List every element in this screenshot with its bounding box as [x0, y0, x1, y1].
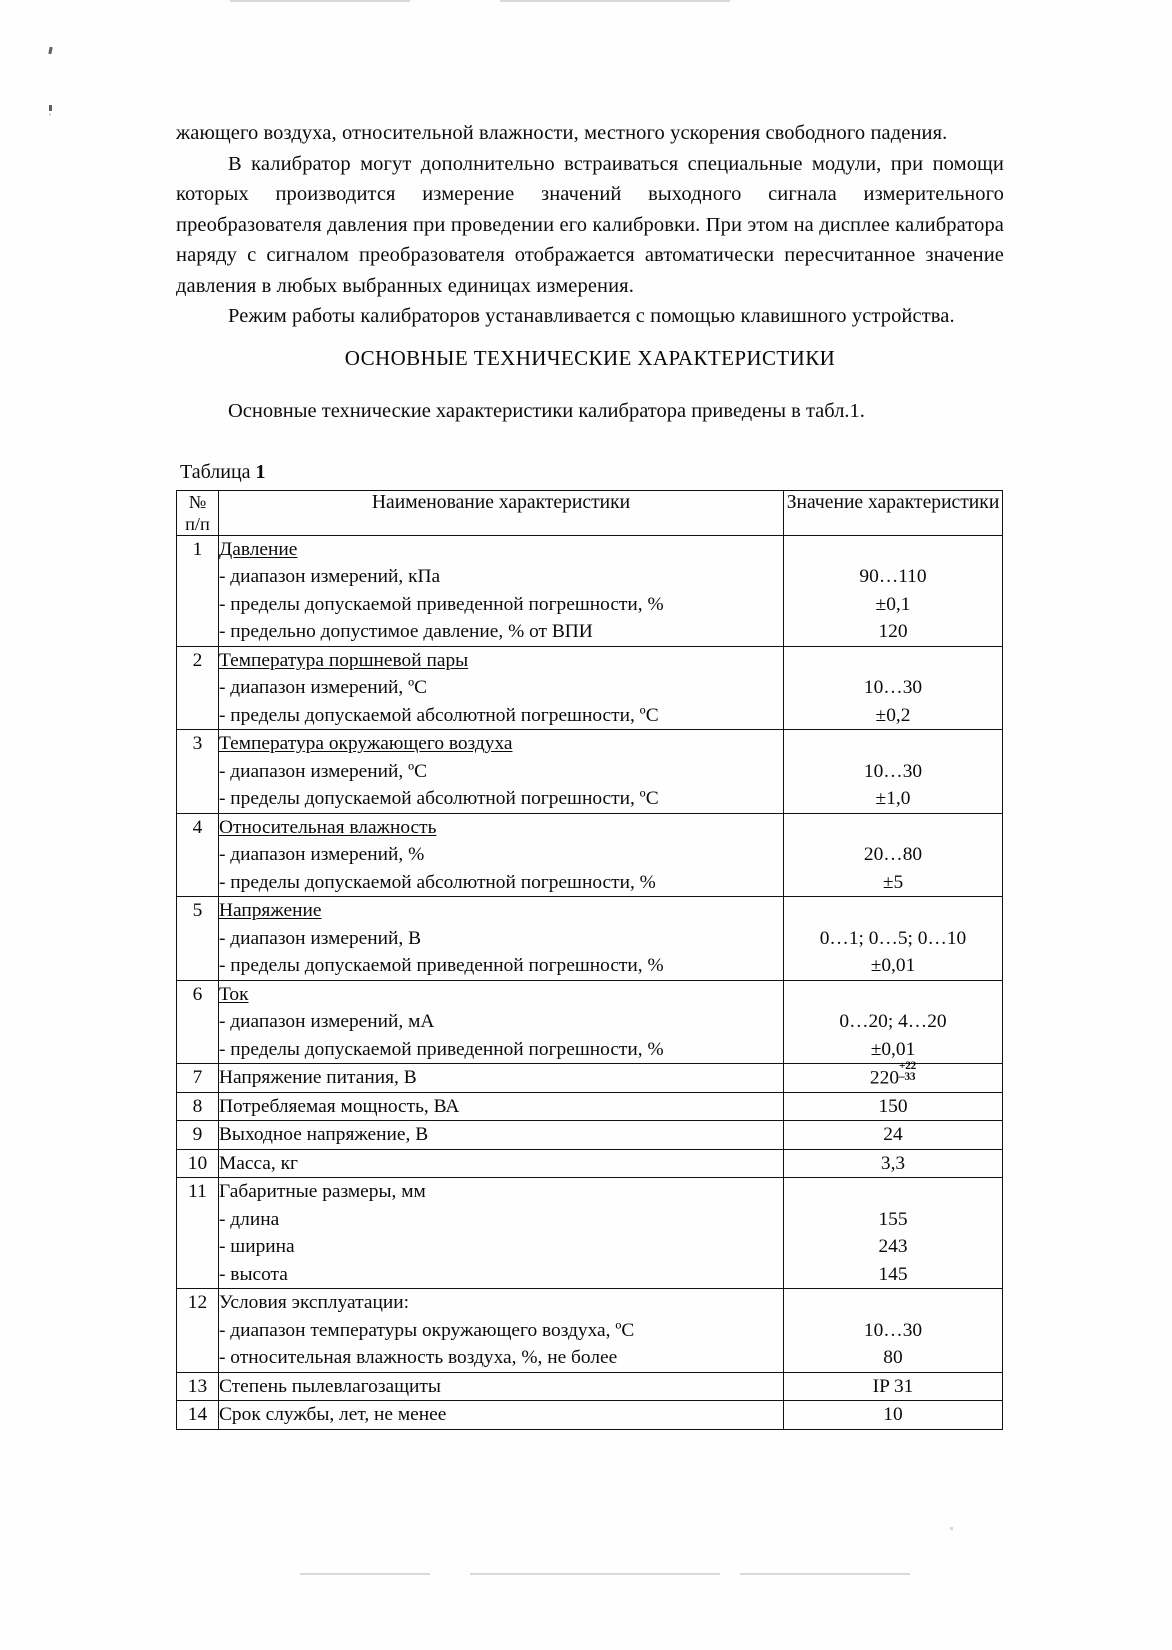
row-characteristic	[219, 730, 784, 814]
paragraph-1: жающего воздуха, относительной влажности, местного ускорения свободного падения.	[176, 122, 948, 144]
row-characteristic-line: - диапазон измерений, мА	[219, 1011, 435, 1032]
value-line	[784, 618, 1002, 646]
table-caption-number: 1	[255, 460, 266, 483]
row-value	[784, 897, 1003, 981]
row-characteristic	[219, 1092, 784, 1121]
row-characteristic-line: - диапазон измерений, ºС	[219, 677, 428, 698]
value-text: 220	[869, 1067, 900, 1089]
row-number: 12	[177, 1289, 219, 1373]
table-row	[177, 1401, 1003, 1430]
row-characteristic-line: - пределы допускаемой абсолютной погрешности, ºС	[219, 788, 659, 809]
row-characteristic-line: - пределы допускаемой приведенной погрешности, %	[219, 1038, 664, 1060]
value-text: 150	[878, 1095, 908, 1117]
scan-speck	[48, 47, 52, 54]
value-text: 3,3	[880, 1152, 906, 1174]
row-number: 1	[177, 535, 219, 646]
table-body	[177, 535, 1003, 1429]
row-value	[784, 646, 1003, 730]
row-value	[784, 1178, 1003, 1289]
row-characteristic	[219, 980, 784, 1064]
row-characteristic-line: Масса, кг	[219, 1152, 298, 1174]
row-characteristic-line: Степень пылевлагозащиты	[219, 1375, 441, 1397]
value-line	[784, 591, 1002, 619]
row-value	[784, 1149, 1003, 1178]
row-characteristic-line: - относительная влажность воздуха, %, не более	[219, 1347, 618, 1369]
value-text: ±0,01	[870, 1038, 916, 1060]
row-value	[784, 1289, 1003, 1373]
table-row	[177, 897, 1003, 981]
row-number: 7	[177, 1064, 219, 1093]
value-text: ±0,2	[875, 704, 911, 726]
row-characteristic-line: - диапазон измерений, ºС	[219, 760, 428, 782]
table-row	[177, 1064, 1003, 1093]
column-header-value: Значение характеристики	[784, 490, 1003, 535]
value-text: 90…110	[859, 566, 927, 587]
row-characteristic-line: - пределы допускаемой абсолютной погрешности, %	[219, 871, 656, 893]
table-row	[177, 813, 1003, 897]
row-number: 11	[177, 1178, 219, 1289]
scan-speck	[300, 1573, 430, 1575]
table-row	[177, 1289, 1003, 1373]
row-characteristic-line: - ширина	[219, 1236, 295, 1258]
table-row	[177, 730, 1003, 814]
row-characteristic	[219, 1372, 784, 1401]
value-text: 10…30	[863, 760, 923, 782]
row-number: 14	[177, 1401, 219, 1430]
value-line	[784, 563, 1002, 591]
row-value	[784, 1401, 1003, 1430]
value-text: 155	[878, 1208, 908, 1230]
row-characteristic-line: - высота	[219, 1263, 288, 1285]
row-value	[784, 980, 1003, 1064]
value-line	[784, 1150, 1002, 1178]
row-characteristic-line: - диапазон измерений, %	[219, 844, 425, 865]
row-characteristic-line: Напряжение питания, В	[219, 1067, 417, 1088]
value-line	[784, 869, 1002, 897]
value-line	[784, 1373, 1002, 1401]
row-characteristic	[219, 1149, 784, 1178]
scan-speck	[470, 1573, 720, 1575]
row-number: 13	[177, 1372, 219, 1401]
row-number: 5	[177, 897, 219, 981]
row-value	[784, 1059, 1003, 1093]
row-group-title: Напряжение	[219, 900, 322, 921]
table-reference-line: Основные технические характеристики калибратора приведены в табл.1.	[228, 399, 865, 422]
row-number: 4	[177, 813, 219, 897]
column-header-number-line1: №	[188, 491, 207, 512]
row-number: 2	[177, 646, 219, 730]
value-line	[784, 1093, 1002, 1121]
value-text: 10…30	[863, 677, 923, 698]
row-value	[784, 730, 1003, 814]
scan-speck	[49, 113, 51, 116]
value-text: ±1,0	[875, 788, 911, 809]
value-line	[784, 841, 1002, 869]
value-line	[784, 1401, 1002, 1429]
scan-speck	[500, 0, 730, 2]
value-text: 20…80	[863, 844, 923, 865]
table-row	[177, 1372, 1003, 1401]
paragraph-3: Режим работы калибраторов устанавливается с помощью клавишного устройства.	[228, 305, 955, 327]
row-number: 3	[177, 730, 219, 814]
row-value	[784, 1121, 1003, 1150]
row-number: 6	[177, 980, 219, 1064]
table-row	[177, 980, 1003, 1064]
value-text: ±0,1	[875, 593, 911, 615]
table-row	[177, 1121, 1003, 1150]
value-line	[784, 952, 1002, 980]
row-number: 10	[177, 1149, 219, 1178]
value-line	[784, 1344, 1002, 1372]
row-group-title: Относительная влажность	[219, 816, 437, 838]
value-line	[784, 1233, 1002, 1261]
scan-speck	[230, 0, 410, 2]
value-line	[784, 1121, 1002, 1149]
row-group-title: Давление	[219, 538, 298, 560]
row-characteristic	[219, 535, 784, 646]
value-line	[784, 1261, 1002, 1289]
value-text: 10…30	[863, 1319, 923, 1341]
row-value	[784, 1372, 1003, 1401]
table-caption	[180, 460, 1004, 484]
row-characteristic-line: - диапазон измерений, кПа	[219, 566, 441, 587]
row-characteristic-line: Потребляемая мощность, ВА	[219, 1095, 460, 1117]
scan-speck	[740, 1573, 910, 1575]
value-text: ±0,01	[870, 955, 916, 976]
value-line	[784, 1008, 1002, 1036]
row-characteristic-line: - предельно допустимое давление, % от ВПИ	[219, 621, 593, 642]
column-header-number-line2: п/п	[185, 513, 210, 534]
row-characteristic-line: Срок службы, лет, не менее	[219, 1404, 447, 1426]
value-tolerance-upper: +22	[899, 1059, 917, 1072]
row-characteristic	[219, 1121, 784, 1150]
table-caption-prefix: Таблица	[180, 460, 251, 483]
value-text: 145	[878, 1263, 908, 1285]
section-heading: ОСНОВНЫЕ ТЕХНИЧЕСКИЕ ХАРАКТЕРИСТИКИ	[344, 345, 836, 370]
value-text: 80	[883, 1347, 903, 1369]
row-characteristic-line: Выходное напряжение, В	[219, 1124, 429, 1146]
specifications-table	[176, 490, 1003, 1430]
value-text: 120	[878, 621, 908, 642]
value-line	[784, 702, 1002, 730]
table-row	[177, 535, 1003, 646]
value-text: 24	[883, 1124, 903, 1146]
row-characteristic-line: - пределы допускаемой приведенной погрешности, %	[219, 593, 664, 615]
scan-speck	[950, 1527, 953, 1530]
row-characteristic	[219, 646, 784, 730]
value-line	[784, 1206, 1002, 1234]
row-characteristic-line: - диапазон температуры окружающего воздуха, ºС	[219, 1319, 635, 1341]
value-text: IP 31	[872, 1375, 914, 1397]
paragraph-2: В калибратор могут дополнительно встраиваться специальные модули, при помощи которых производится измерение значений выходного сигнала измерительного преобразователя давления при проведении его калибровки. При этом на дисплее калибратора наряду с сигналом преобразователя отображается автоматически пересчитанное значение давления в любых выбранных единицах измерения.	[176, 152, 1004, 297]
row-group-title: Температура окружающего воздуха	[219, 733, 513, 754]
value-line	[784, 785, 1002, 813]
value-text: ±5	[882, 871, 904, 893]
table-header-row	[177, 490, 1003, 535]
table-row	[177, 646, 1003, 730]
value-text: 243	[878, 1236, 908, 1258]
document-body	[176, 118, 1004, 1430]
value-text: 0…20; 4…20	[839, 1011, 947, 1032]
table-row	[177, 1149, 1003, 1178]
row-number: 8	[177, 1092, 219, 1121]
row-characteristic-line: - пределы допускаемой приведенной погрешности, %	[219, 955, 664, 976]
row-characteristic	[219, 1064, 784, 1093]
value-line	[784, 1036, 1002, 1064]
column-header-number	[177, 490, 219, 535]
scan-speck	[49, 105, 52, 111]
value-line	[784, 1059, 1002, 1092]
row-group-title: Температура поршневой пары	[219, 649, 469, 671]
row-characteristic-line: - пределы допускаемой абсолютной погрешности, ºС	[219, 704, 659, 726]
row-number: 9	[177, 1121, 219, 1150]
row-characteristic	[219, 813, 784, 897]
table-row	[177, 1092, 1003, 1121]
value-line	[784, 758, 1002, 786]
value-text: 0…1; 0…5; 0…10	[819, 927, 967, 949]
row-characteristic-line: Габаритные размеры, мм	[219, 1181, 426, 1203]
row-characteristic	[219, 1401, 784, 1430]
value-tolerance-lower: –33	[899, 1071, 916, 1084]
row-characteristic-line: - длина	[219, 1208, 280, 1230]
row-characteristic-line: - диапазон измерений, В	[219, 927, 422, 949]
row-value	[784, 1092, 1003, 1121]
value-text: 10	[883, 1404, 903, 1426]
column-header-name: Наименование характеристики	[219, 490, 784, 535]
row-value	[784, 535, 1003, 646]
value-line	[784, 925, 1002, 953]
value-line	[784, 1317, 1002, 1345]
row-group-title: Ток	[219, 983, 249, 1005]
row-value	[784, 813, 1003, 897]
row-characteristic	[219, 1289, 784, 1373]
row-characteristic	[219, 1178, 784, 1289]
table-row	[177, 1178, 1003, 1289]
value-tolerance	[899, 1061, 916, 1084]
row-characteristic	[219, 897, 784, 981]
row-characteristic-line: Условия эксплуатации:	[219, 1292, 409, 1314]
value-line	[784, 674, 1002, 702]
